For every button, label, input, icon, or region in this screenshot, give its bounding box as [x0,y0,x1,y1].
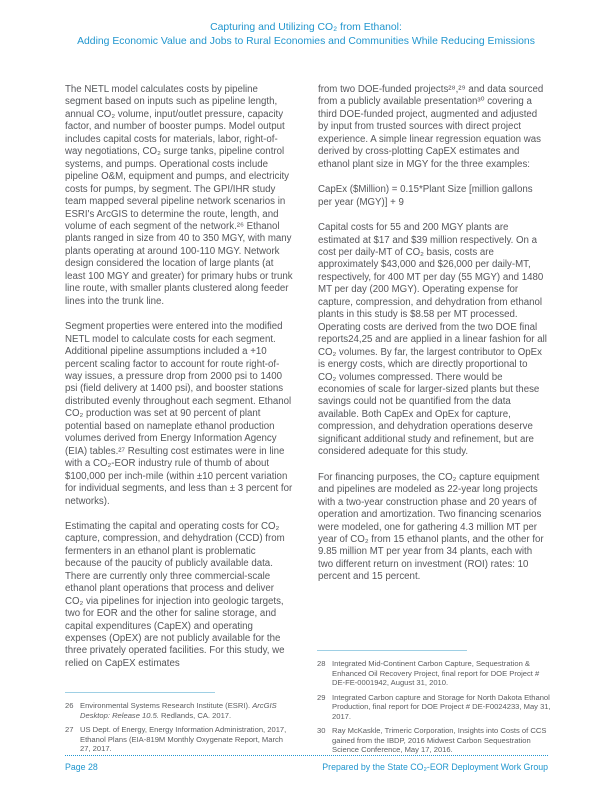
footnote-30 [317,726,551,755]
footnote-text-post: Redlands, CA. 2017. [158,710,232,720]
two-column-body [65,84,547,683]
footnote-28 [317,659,551,688]
body-paragraph: Segment properties were entered into the modified NETL model to calculate costs for each segment. Additional pipeline assumptions included a +10 percent scaling factor to account for route right-of-way issues, a pressure drop from 2000 psi to 1400 psi (field delivery at 1400 psi), and booster stations distributed evenly throughout each segment. Ethanol CO₂ production was set at 90 percent of plant potential based on nameplate ethanol production volumes derived from Energy Information Agency (EIA) tables.²⁷ Resulting cost estimates were in line with a CO₂-EOR industry rule of thumb of about $100,000 per inch-mile (within ±10 percent variation for individual segments, and less than ± 3 percent for networks). [65,321,293,507]
page-number-label: Page 28 [65,762,98,772]
footnote-separator-rule [317,650,467,651]
footnote-number: 26 [65,701,74,710]
footnotes-right [317,650,551,760]
footnote-text [80,701,295,720]
footnote-number: 29 [317,692,326,702]
body-paragraph: For financing purposes, the CO₂ capture equipment and pipelines are modeled as 22-year long projects with a two-year construction phase and 20 years of operation and amortization. Two financing scenarios were modeled, one for gathering 4.3 million MT per year of CO₂ from 15 ethanol plants, and the other for 9.85 million MT per year from 34 plants, each with two different return on investment (ROI) rates: 10 percent and 15 percent. [318,471,544,583]
body-paragraph: from two DOE-funded projects²⁸,²⁹ and data sourced from a publicly available presentation³⁰ covering a third DOE-funded project, augmented and adjusted by input from trusted sources with direct project experience. A simple linear regression equation was derived by cross-plotting CapEX estimates and ethanol plant size in MGY for the three examples: [318,84,544,170]
footer-dotted-rule [65,755,548,756]
footnote-separator-rule [65,692,215,693]
footnote-text [80,725,295,754]
footnote-text-pre: US Dept. of Energy, Energy Information Administration, 2017, Ethanol Plans (EIA-819M Monthly Oxygenate Report, March 27, 2017. [80,725,287,753]
footer-attribution: Prepared by the State CO₂-EOR Deployment Work Group [322,762,548,772]
footnote-27 [65,725,295,754]
footnote-text: Integrated Carbon capture and Storage for North Dakota Ethanol Production, final report for DOE Project # DE-F0024233, May 31, 2017. [332,692,551,721]
body-paragraph: Capital costs for 55 and 200 MGY plants are estimated at $17 and $39 million respectively. On a cost per daily-MT of CO₂ basis, costs are approximately $43,000 and $26,000 per daily-MT, respectively, for 400 MT per day (55 MGY) and 1480 MT per day (200 MGY). Operating expense for capture, compression, and dehydration from ethanol plants in this study is $8.58 per MT processed. Operating costs are derived from the two DOE final reports24,25 and are applied in a linear fashion for all CO₂ volumes. By far, the largest contributor to OpEx is energy costs, which are directly proportional to CO₂ volumes compressed. There would be economies of scale for larger-sized plants but these savings could not be quantified from the data available. Both CapEx and OpEx for capture, compression, and dehydration operations deserve significant additional study and refinement, but are considered adequate for this study. [318,222,547,458]
footnote-number: 27 [65,725,74,734]
document-footer [65,762,548,773]
footnote-number: 30 [317,726,326,735]
footnote-number: 28 [317,659,326,668]
footnotes-left [65,692,295,759]
footnote-29 [317,693,551,722]
doc-title-line2: Adding Economic Value and Jobs to Rural Economies and Communities While Reducing Emissions [77,36,535,48]
doc-title-line1: Capturing and Utilizing CO₂ from Ethanol: [210,22,402,33]
footnote-26 [65,701,295,720]
footnote-text: Ray McKaskle, Trimeric Corporation, Insights into Costs of CCS gained from the IBDP, 2016 Midwest Carbon Sequestration Science Conference, May 17, 2016. [332,726,547,754]
right-column [318,84,547,683]
body-paragraph: The NETL model calculates costs by pipeline segment based on inputs such as pipeline length, annual CO₂ volume, input/outlet pressure, capacity factor, and number of booster pumps. Model output includes capital costs for materials, labor, right-of-way negotiations, CO₂ surge tanks, pipeline control systems, and pumps. Operational costs include pipeline O&M, equipment and pumps, and electricity costs for pumps, by segment. The GPI/IHR study team mapped several pipeline network scenarios in ESRI's ArcGIS to determine the route, length, and volume of each segment of the network.²⁶ Ethanol plants ranged in size from 40 to 350 MGY, with many plants operating at around 100-110 MGY. Network design considered the location of large plants (at least 100 MGY and greater) for primary hubs or trunk line route, with smaller plants clustered along feeder lines into the trunk line. [65,84,293,307]
footnote-text-pre: Environmental Systems Research Institute (ESRI). [80,701,253,710]
document-header [0,21,612,49]
footnote-text-italic: ArcGIS Desktop: Release 10.5. [80,701,277,720]
body-paragraph: Estimating the capital and operating costs for CO₂ capture, compression, and dehydration (CCD) from fermenters in an ethanol plant is problematic because of the paucity of publicly available data. There are currently only three commercial-scale ethanol plant operations that process and deliver CO₂ via pipelines for injection into geologic targets, two for EOR and the other for saline storage, and capital expenditures (CapEX) and operating expenses (OpEX) are not publicly available for the three privately operated facilities. For this study, we relied on CapEX estimates [65,520,285,669]
left-column [65,84,294,683]
footnote-text: Integrated Mid-Continent Carbon Capture, Sequestration & Enhanced Oil Recovery Project, final report for DOE Project # DE-FE-0001942, August 31, 2010. [332,659,540,687]
equation-paragraph: CapEx ($Million) = 0.15*Plant Size [million gallons per year (MGY)] + 9 [318,184,533,208]
